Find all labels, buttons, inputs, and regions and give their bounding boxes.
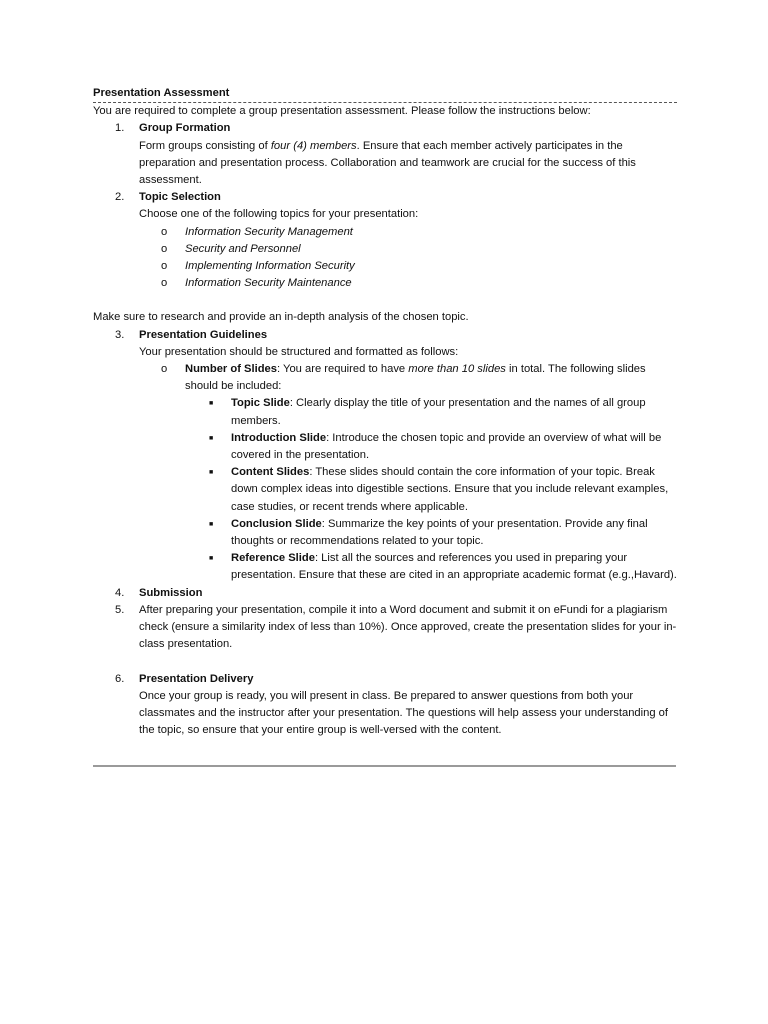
bullet-icon: o	[161, 242, 168, 255]
item-number: 1.	[115, 122, 125, 135]
item-after-preparing	[93, 602, 677, 654]
slide-type-text: : These slides should contain the core information of your topic. Break down complex ideas into digestible sections. Ensure that you include relevant examples, case studies, or recent trends where applicable.	[231, 466, 669, 513]
item-title-group-formation: Group Formation	[139, 122, 231, 135]
item-title-topic-selection: Topic Selection	[139, 191, 221, 204]
topic-selection-text: Choose one of the following topics for your presentation:	[139, 208, 419, 221]
item-group-formation	[93, 120, 677, 189]
slide-type-text: : Introduce the chosen topic and provide an overview of what will be covered in the presentation.	[231, 431, 662, 462]
list-item	[185, 464, 677, 516]
topic-label: Information Security Management	[185, 225, 353, 238]
item-presentation-delivery	[93, 671, 677, 740]
square-bullet-icon: ■	[209, 555, 214, 563]
slides-requirement	[185, 361, 677, 395]
bullet-icon: o	[161, 277, 168, 290]
slides-emphasis: more than 10 slides	[408, 363, 506, 376]
text-span: Form groups consisting of	[139, 139, 271, 152]
document-title: Presentation Assessment	[93, 87, 230, 99]
intro-text: You are required to complete a group presentation assessment. Please follow the instructions below:	[93, 105, 591, 118]
members-emphasis: four (4) members	[270, 139, 357, 152]
square-bullet-icon: ■	[209, 469, 214, 477]
slides-label: Number of Slides	[185, 363, 278, 376]
topic-list	[139, 224, 677, 293]
topic-label: Information Security Maintenance	[185, 277, 352, 290]
item-topic-selection	[93, 189, 677, 292]
document-page	[93, 85, 677, 739]
spacer	[93, 654, 677, 671]
bullet-icon: o	[161, 363, 168, 376]
square-bullet-icon: ■	[209, 520, 214, 528]
bottom-divider	[93, 765, 676, 767]
topic-label: Implementing Information Security	[185, 260, 355, 273]
slide-type-text: : Summarize the key points of your presentation. Provide any final thoughts or recommendations related to your topic.	[231, 517, 648, 548]
list-item	[139, 224, 677, 241]
list-item	[139, 258, 677, 275]
after-preparing-text: After preparing your presentation, compile it into a Word document and submit it on eFundi for a plagiarism check (ensure a similarity index of less than 10%). Once approved, create the presentation slides for your in-class presentation.	[139, 603, 677, 651]
list-item	[139, 275, 677, 292]
list-item	[185, 395, 677, 429]
text-span: : You are required to have	[277, 363, 409, 376]
item-number: 2.	[115, 191, 125, 204]
list-item	[185, 516, 677, 550]
item-title-delivery: Presentation Delivery	[139, 672, 254, 685]
topic-label: Security and Personnel	[185, 242, 301, 255]
item-number: 5.	[115, 603, 125, 616]
item-title-submission: Submission	[139, 586, 203, 599]
slide-type-label: Introduction Slide	[231, 431, 327, 444]
slide-types-list	[185, 395, 677, 584]
list-item	[185, 430, 677, 464]
item-presentation-guidelines	[93, 327, 677, 585]
spacer	[93, 292, 677, 309]
slide-type-label: Reference Slide	[231, 552, 315, 565]
square-bullet-icon: ■	[209, 400, 214, 408]
guidelines-text: Your presentation should be structured and formatted as follows:	[139, 345, 459, 358]
slide-type-text: : Clearly display the title of your presentation and the names of all group members.	[231, 397, 646, 427]
square-bullet-icon: ■	[209, 434, 214, 442]
delivery-text: Once your group is ready, you will present in class. Be prepared to answer questions from both your classmates and the instructor after your presentation. The questions will help assess your understanding of the topic, so ensure that your entire group is well-versed with the content.	[139, 689, 669, 737]
list-item-number-of-slides	[139, 361, 677, 585]
item-title-guidelines: Presentation Guidelines	[139, 328, 268, 341]
slide-type-label: Conclusion Slide	[231, 517, 322, 530]
text-span: . Ensure that each member actively participates in the preparation and presentation process. Collaboration and teamwork are crucial for the success of this assessment.	[139, 139, 636, 187]
slide-type-label: Topic Slide	[231, 397, 290, 410]
list-item	[139, 241, 677, 258]
slide-type-label: Content Slides	[231, 466, 310, 479]
item-number: 4.	[115, 586, 125, 599]
text-span: in total. The following slides should be included:	[185, 363, 646, 393]
bullet-icon: o	[161, 260, 168, 273]
slide-type-text: : List all the sources and references you used in preparing your presentation. Ensure that these are cited in an appropriate academic format (e.g.,Havard).	[231, 552, 677, 582]
list-item	[185, 550, 677, 584]
item-submission	[93, 585, 677, 602]
group-formation-text	[139, 138, 677, 190]
item-number: 3.	[115, 328, 125, 341]
bullet-icon: o	[161, 225, 168, 238]
research-note: Make sure to research and provide an in-depth analysis of the chosen topic.	[93, 311, 469, 324]
item-number: 6.	[115, 672, 125, 685]
